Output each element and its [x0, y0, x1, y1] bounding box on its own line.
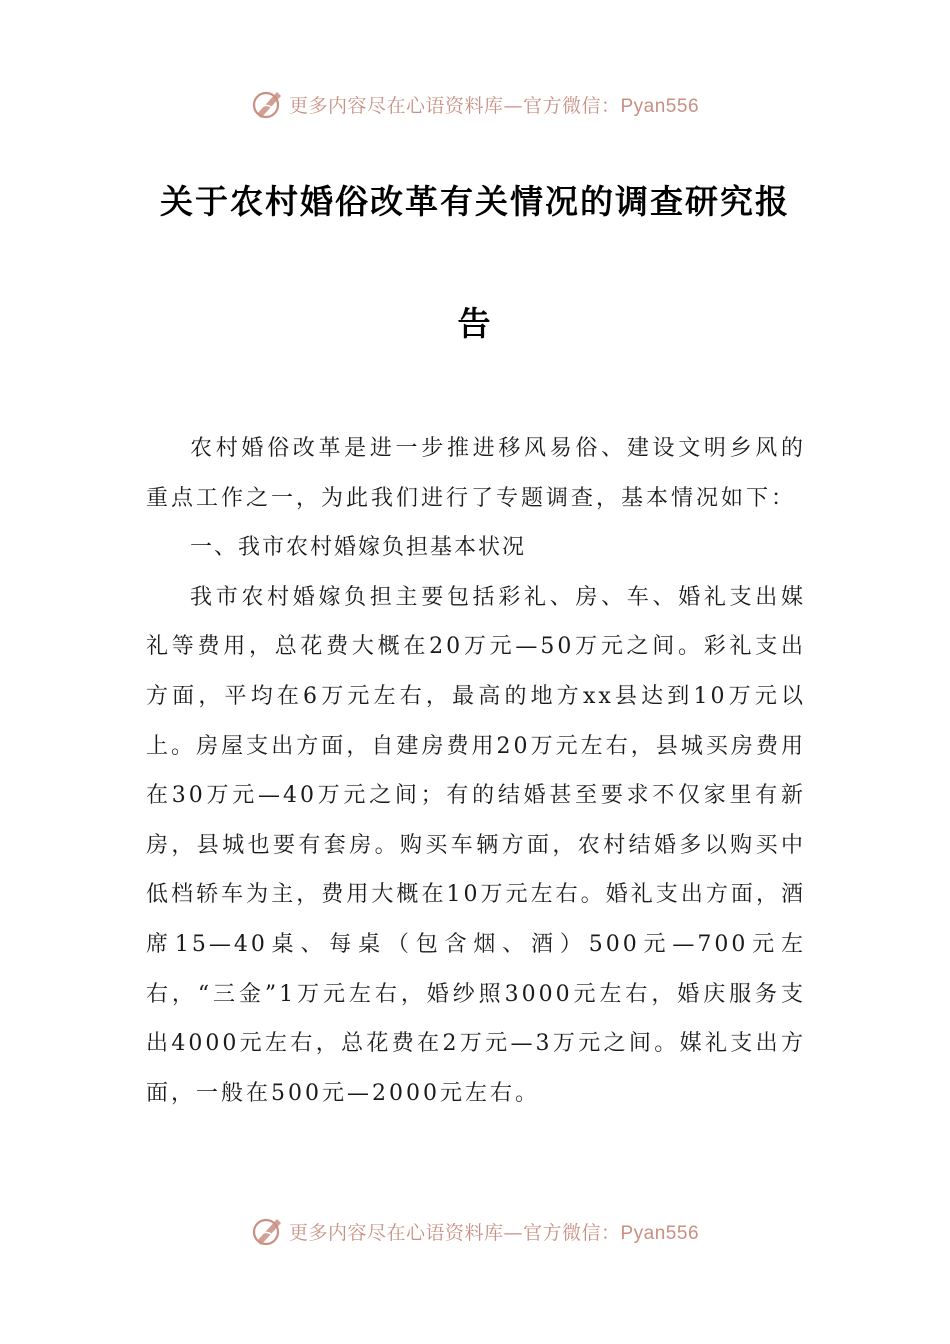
- section1-paragraph: 我市农村婚嫁负担主要包括彩礼、房、车、婚礼支出媒礼等费用，总花费大概在20万元—50万元之间。彩礼支出方面，平均在6万元左右，最高的地方xx县达到10万元以上。房屋支出方面，自建房费用20万元左右，县城买房费用在30万元—40万元之间；有的结婚甚至要求不仅家里有新房，县城也要有套房。购买车辆方面，农村结婚多以购买中低档轿车为主，费用大概在10万元左右。婚礼支出方面，酒席15—40桌、每桌（包含烟、酒）500元—700元左右，“三金”1万元左右，婚纱照3000元左右，婚庆服务支出4000元左右，总花费在2万元—3万元之间。媒礼支出方面，一般在500元—2000元左右。: [146, 584, 806, 1106]
- document-title-line1: 关于农村婚俗改革有关情况的调查研究报: [160, 182, 790, 221]
- watermark-header: [0, 84, 950, 124]
- section1-heading: 一、我市农村婚嫁负担基本状况: [190, 535, 527, 561]
- document-body: [146, 424, 806, 1118]
- watermark-footer: [0, 1211, 950, 1251]
- watermark-brand: Pyan556: [620, 95, 700, 117]
- watermark-slogan: 更多内容尽在心语资料库—官方微信：: [288, 1221, 621, 1244]
- watermark-slogan: 更多内容尽在心语资料库—官方微信：: [288, 94, 621, 117]
- watermark-text: [289, 91, 699, 118]
- watermark-text: [289, 1218, 699, 1245]
- intro-paragraph: 农村婚俗改革是进一步推进移风易俗、建设文明乡风的重点工作之一，为此我们进行了专题调查，基本情况如下：: [146, 436, 806, 511]
- pen-icon: [251, 87, 285, 121]
- pen-icon: [251, 1214, 285, 1248]
- document-title-line2: 告: [457, 304, 493, 343]
- watermark-brand: Pyan556: [620, 1222, 700, 1244]
